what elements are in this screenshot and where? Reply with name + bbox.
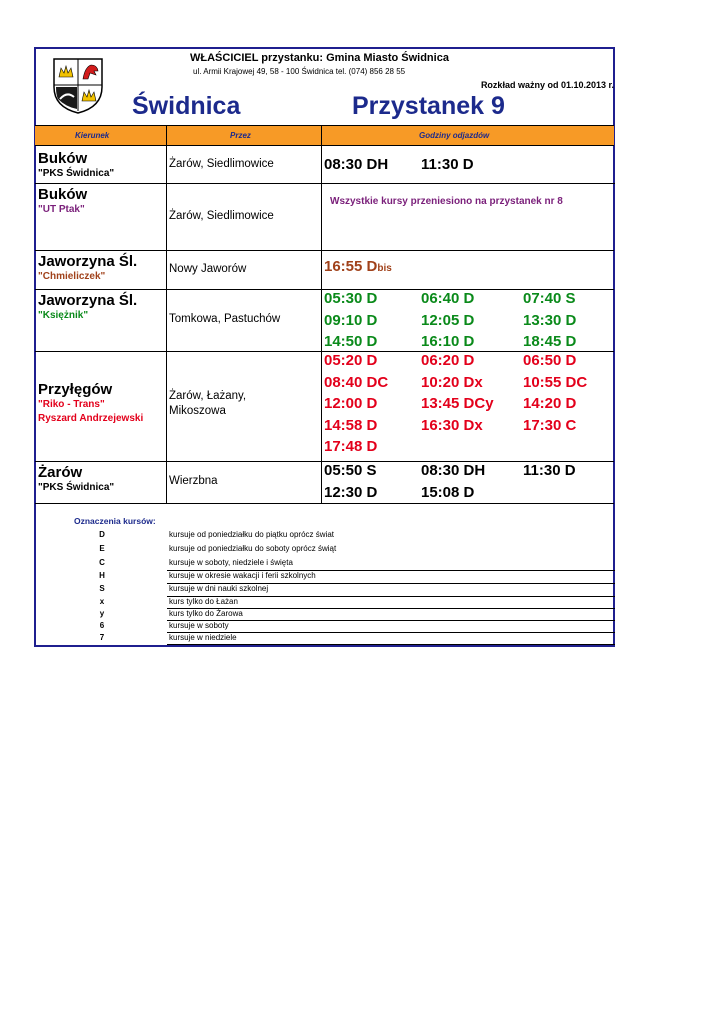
departure-time: 14:58 D xyxy=(324,416,378,434)
column-divider xyxy=(166,125,167,503)
legend-rule xyxy=(167,608,615,609)
departure-time: 13:30 D xyxy=(523,311,577,329)
address-line: ul. Armii Krajowej 49, 58 - 100 Świdnica tel. (074) 856 28 55 xyxy=(193,67,406,76)
owner-line: WŁAŚCICIEL przystanku: Gmina Miasto Świdnica xyxy=(190,52,449,64)
carrier-name: "Riko - Trans" xyxy=(38,399,105,410)
departure-time: 12:05 D xyxy=(421,311,475,329)
legend-rule xyxy=(167,596,615,597)
legend-code: y xyxy=(99,609,105,618)
direction-name: Jaworzyna Śl. xyxy=(38,292,138,309)
carrier-name: "PKS Świdnica" xyxy=(38,168,115,179)
departure-time: 13:45 DCy xyxy=(421,395,494,412)
departure-time: 06:20 D xyxy=(421,352,475,369)
direction-name: Buków xyxy=(38,150,88,167)
legend-description: kursuje w dni nauki szkolnej xyxy=(169,584,269,593)
valid-from: Rozkład ważny od 01.10.2013 r. xyxy=(480,80,614,90)
city-title: Świdnica xyxy=(132,92,241,120)
legend-description: kursuje w okresie wakacji i ferii szkolnych xyxy=(169,571,316,580)
legend-rule xyxy=(167,583,615,584)
departure-suffix: bis xyxy=(377,263,392,274)
departure-time: 10:20 Dx xyxy=(421,373,483,391)
departure-time: 16:30 Dx xyxy=(421,416,483,434)
direction-name: Żarów xyxy=(38,464,83,481)
carrier-name: "Chmieliczek" xyxy=(38,271,106,282)
direction-name: Buków xyxy=(38,186,88,203)
departure-time: 15:08 D xyxy=(421,483,475,501)
departure-time: 08:40 DC xyxy=(324,373,389,391)
legend-rule xyxy=(167,632,615,633)
direction-name: Jaworzyna Śl. xyxy=(38,253,138,270)
stop-title: Przystanek 9 xyxy=(352,92,505,120)
legend-code: E xyxy=(99,544,105,553)
column-header-via: Przez xyxy=(230,131,251,140)
row-divider xyxy=(35,503,614,504)
column-header-bar xyxy=(35,125,614,146)
legend-code: x xyxy=(99,597,105,606)
departure-time: 05:30 D xyxy=(324,290,378,307)
departure-time: 16:10 D xyxy=(421,333,475,350)
column-header-times: Godziny odjazdów xyxy=(419,131,490,140)
via-stops: Tomkowa, Pastuchów xyxy=(169,313,281,325)
legend-description: kursuje w niedziele xyxy=(169,633,237,642)
departure-time: 06:50 D xyxy=(523,352,577,369)
departure-time: 08:30 DH xyxy=(421,462,486,479)
row-divider xyxy=(35,250,614,251)
carrier-name: "Księżnik" xyxy=(38,310,89,321)
carrier-name: "PKS Świdnica" xyxy=(38,482,115,493)
departure-time: 11:30 D xyxy=(421,156,474,173)
carrier-name: "UT Ptak" xyxy=(38,204,85,215)
column-divider xyxy=(321,125,322,503)
legend-description: kursuje od poniedziałku do soboty oprócz świąt xyxy=(169,544,337,553)
departure-time: 12:30 D xyxy=(324,483,378,501)
column-header-direction: Kierunek xyxy=(75,131,110,140)
legend-code: H xyxy=(99,571,105,580)
departure-time: 10:55 DC xyxy=(523,373,588,391)
departure-time: 18:45 D xyxy=(523,333,577,350)
row-divider xyxy=(35,183,166,184)
departure-time: 09:10 D xyxy=(324,311,378,329)
departure-time: 11:30 D xyxy=(523,462,576,479)
legend-code: S xyxy=(99,584,105,593)
legend-code: C xyxy=(99,558,105,567)
departure-time: 07:40 S xyxy=(523,290,576,307)
legend-code: 7 xyxy=(99,633,105,642)
legend-title: Oznaczenia kursów: xyxy=(74,516,156,526)
legend-rule xyxy=(167,644,615,645)
departure-time: 16:55 Dbis xyxy=(324,258,392,275)
legend-description: kursuje w soboty xyxy=(169,621,229,630)
legend-rule xyxy=(167,620,615,621)
departure-time: 14:20 D xyxy=(523,395,577,412)
legend-rule xyxy=(167,570,615,571)
route-note: Wszystkie kursy przeniesiono na przystanek nr 8 xyxy=(330,196,563,207)
departure-time: 17:48 D xyxy=(324,438,378,455)
legend-description: kursuje w soboty, niedziele i święta xyxy=(169,558,293,567)
via-stops: Nowy Jaworów xyxy=(169,262,247,275)
departure-time: 17:30 C xyxy=(523,416,577,434)
legend-code: D xyxy=(99,530,105,539)
legend-description: kurs tylko do Łażan xyxy=(169,597,238,606)
departure-time: 06:40 D xyxy=(421,290,475,307)
departure-time: 05:20 D xyxy=(324,352,378,369)
legend-code: 6 xyxy=(99,621,105,630)
city-coat-of-arms-icon xyxy=(52,57,104,115)
departure-time: 12:00 D xyxy=(324,395,378,412)
departure-time: 08:30 DH xyxy=(324,156,389,173)
departure-time: 14:50 D xyxy=(324,333,378,350)
via-stops: Żarów, Siedlimowice xyxy=(169,158,274,170)
legend-description: kurs tylko do Żarowa xyxy=(169,609,243,618)
row-divider xyxy=(167,183,615,184)
direction-name: Przyłęgów xyxy=(38,381,113,398)
via-stops: Żarów, Łażany, xyxy=(169,390,247,402)
carrier-owner: Ryszard Andrzejewski xyxy=(38,413,144,424)
via-stops: Żarów, Siedlimowice xyxy=(169,209,274,222)
via-stops: Wierzbna xyxy=(169,475,218,487)
via-stops: Mikoszowa xyxy=(169,405,226,417)
legend-description: kursuje od poniedziałku do piątku oprócz świat xyxy=(169,530,334,539)
departure-time: 05:50 S xyxy=(324,462,377,479)
